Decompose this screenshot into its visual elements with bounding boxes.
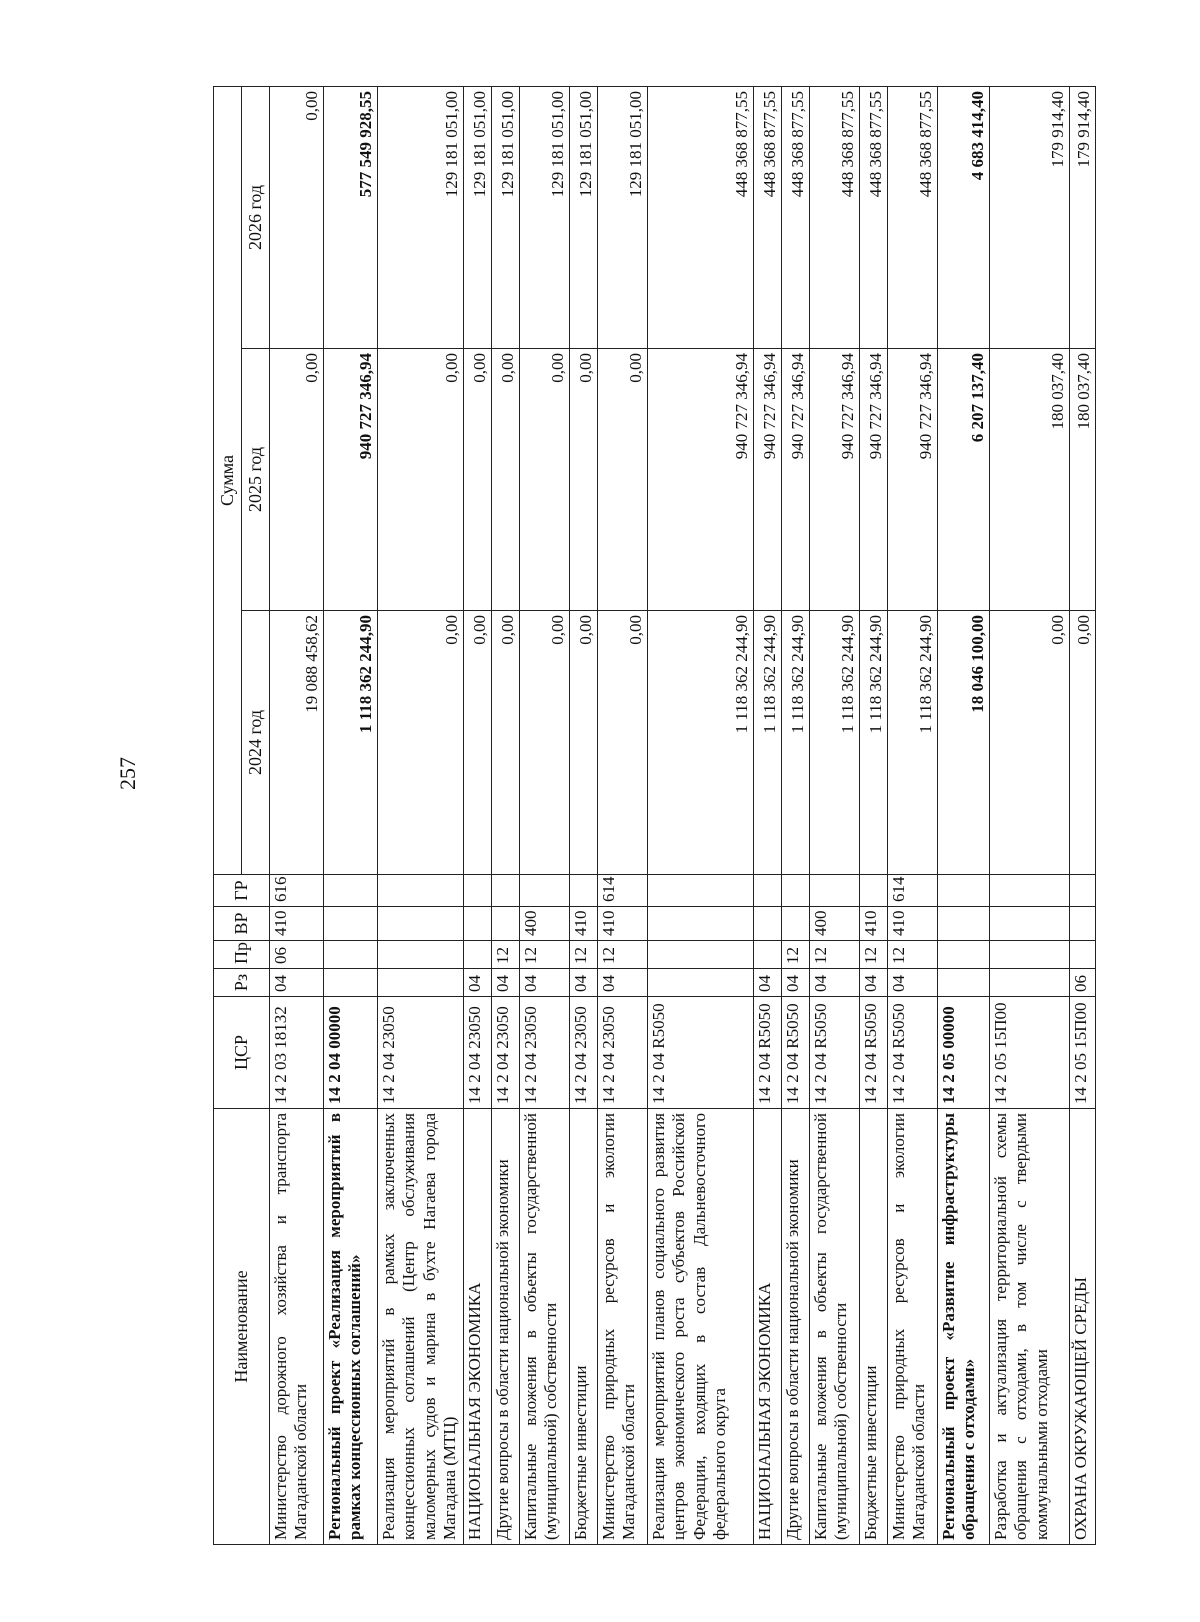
cell-2025: 0,00 [570, 349, 598, 611]
cell-2026: 577 549 928,55 [324, 86, 378, 348]
table-row [990, 86, 1070, 1544]
cell-gr [860, 875, 888, 907]
cell-csr: 14 2 04 23050 [570, 997, 598, 1109]
cell-vr [754, 907, 782, 941]
cell-rz: 04 [810, 969, 860, 997]
rotated-table-wrapper [213, 87, 1093, 1545]
cell-2024: 1 118 362 244,90 [324, 611, 378, 875]
cell-2025: 940 727 346,94 [782, 349, 810, 611]
cell-gr [990, 875, 1070, 907]
cell-pr: 12 [888, 941, 938, 969]
cell-2025: 0,00 [270, 349, 324, 611]
cell-2024: 1 118 362 244,90 [648, 611, 754, 875]
cell-pr: 12 [570, 941, 598, 969]
cell-vr [990, 907, 1070, 941]
cell-gr [1070, 875, 1096, 907]
cell-name: НАЦИОНАЛЬНАЯ ЭКОНОМИКА [464, 1109, 492, 1545]
cell-csr: 14 2 05 15П00 [990, 997, 1070, 1109]
cell-rz: 04 [782, 969, 810, 997]
cell-2025: 6 207 137,40 [938, 349, 990, 611]
cell-gr [492, 875, 520, 907]
cell-gr: 614 [888, 875, 938, 907]
table-row [1070, 86, 1096, 1544]
cell-2024: 1 118 362 244,90 [810, 611, 860, 875]
cell-rz: 06 [1070, 969, 1096, 997]
header-2024: 2024 год [242, 611, 270, 875]
cell-csr: 14 2 04 R5050 [810, 997, 860, 1109]
cell-vr [648, 907, 754, 941]
cell-gr [782, 875, 810, 907]
cell-2025: 180 037,40 [1070, 349, 1096, 611]
header-name: Наименование [214, 1109, 270, 1545]
budget-table [213, 86, 1096, 1545]
cell-2024: 19 088 458,62 [270, 611, 324, 875]
cell-vr: 410 [598, 907, 648, 941]
cell-pr [938, 941, 990, 969]
table-row [464, 86, 492, 1544]
cell-csr: 14 2 04 R5050 [860, 997, 888, 1109]
cell-csr: 14 2 04 23050 [492, 997, 520, 1109]
cell-name: Другие вопросы в области национальной экономики [782, 1109, 810, 1545]
cell-name: Реализация мероприятий планов социального развития центров экономического роста субъектов Российской Федерации, входящих в состав Дальневосточного федерального округа [648, 1109, 754, 1545]
cell-csr: 14 2 05 00000 [938, 997, 990, 1109]
cell-csr: 14 2 04 R5050 [888, 997, 938, 1109]
cell-vr: 400 [810, 907, 860, 941]
cell-csr: 14 2 03 18132 [270, 997, 324, 1109]
cell-2026: 448 368 877,55 [888, 86, 938, 348]
cell-pr [990, 941, 1070, 969]
cell-2024: 0,00 [990, 611, 1070, 875]
cell-csr: 14 2 04 23050 [520, 997, 570, 1109]
header-rz: Рз [214, 969, 270, 997]
cell-vr [324, 907, 378, 941]
cell-name: Бюджетные инвестиции [860, 1109, 888, 1545]
cell-2026: 129 181 051,00 [598, 86, 648, 348]
cell-gr: 616 [270, 875, 324, 907]
table-row [782, 86, 810, 1544]
table-row [378, 86, 464, 1544]
cell-2026: 448 368 877,55 [860, 86, 888, 348]
cell-rz: 04 [598, 969, 648, 997]
cell-vr: 410 [888, 907, 938, 941]
cell-csr: 14 2 04 00000 [324, 997, 378, 1109]
cell-pr: 06 [270, 941, 324, 969]
header-gr: ГР [214, 875, 270, 907]
cell-gr [810, 875, 860, 907]
cell-pr [1070, 941, 1096, 969]
table-row [860, 86, 888, 1544]
cell-csr: 14 2 04 R5050 [754, 997, 782, 1109]
cell-2026: 129 181 051,00 [492, 86, 520, 348]
cell-2025: 0,00 [520, 349, 570, 611]
cell-name: Региональный проект «Развитие инфраструктуры обращения с отходами» [938, 1109, 990, 1545]
cell-2025: 940 727 346,94 [860, 349, 888, 611]
cell-name: Министерство природных ресурсов и экологии Магаданской области [598, 1109, 648, 1545]
cell-rz: 04 [888, 969, 938, 997]
cell-2025: 940 727 346,94 [810, 349, 860, 611]
cell-gr [754, 875, 782, 907]
cell-2024: 0,00 [598, 611, 648, 875]
cell-2026: 448 368 877,55 [782, 86, 810, 348]
cell-vr [464, 907, 492, 941]
cell-2024: 1 118 362 244,90 [860, 611, 888, 875]
cell-2025: 940 727 346,94 [888, 349, 938, 611]
cell-gr [938, 875, 990, 907]
header-sum: Сумма [214, 86, 242, 874]
table-row [648, 86, 754, 1544]
table-row [810, 86, 860, 1544]
cell-vr [938, 907, 990, 941]
cell-2025: 0,00 [378, 349, 464, 611]
cell-2025: 0,00 [492, 349, 520, 611]
cell-rz: 04 [270, 969, 324, 997]
cell-vr: 410 [570, 907, 598, 941]
cell-pr [648, 941, 754, 969]
cell-2026: 448 368 877,55 [648, 86, 754, 348]
cell-2026: 0,00 [270, 86, 324, 348]
cell-2026: 129 181 051,00 [464, 86, 492, 348]
cell-2026: 129 181 051,00 [520, 86, 570, 348]
cell-vr [492, 907, 520, 941]
cell-2024: 1 118 362 244,90 [754, 611, 782, 875]
cell-csr: 14 2 05 15П00 [1070, 997, 1096, 1109]
cell-pr: 12 [782, 941, 810, 969]
cell-rz: 04 [860, 969, 888, 997]
cell-rz [990, 969, 1070, 997]
cell-gr [570, 875, 598, 907]
cell-2026: 4 683 414,40 [938, 86, 990, 348]
cell-2025: 180 037,40 [990, 349, 1070, 611]
cell-2024: 0,00 [1070, 611, 1096, 875]
cell-rz: 04 [464, 969, 492, 997]
cell-pr: 12 [520, 941, 570, 969]
cell-name: Министерство дорожного хозяйства и транспорта Магаданской области [270, 1109, 324, 1545]
cell-pr [324, 941, 378, 969]
cell-vr [782, 907, 810, 941]
header-2025: 2025 год [242, 349, 270, 611]
cell-2025: 940 727 346,94 [754, 349, 782, 611]
cell-2026: 129 181 051,00 [378, 86, 464, 348]
cell-name: Бюджетные инвестиции [570, 1109, 598, 1545]
cell-vr: 410 [270, 907, 324, 941]
cell-2025: 0,00 [598, 349, 648, 611]
table-row [270, 86, 324, 1544]
header-csr: ЦСР [214, 997, 270, 1109]
cell-gr [324, 875, 378, 907]
cell-pr [378, 941, 464, 969]
table-row [570, 86, 598, 1544]
cell-rz [378, 969, 464, 997]
page-number: 257 [115, 757, 140, 790]
cell-name: Региональный проект «Реализация мероприятий в рамках концессионных соглашений» [324, 1109, 378, 1545]
cell-csr: 14 2 04 R5050 [782, 997, 810, 1109]
cell-rz: 04 [492, 969, 520, 997]
table-row [754, 86, 782, 1544]
cell-gr: 614 [598, 875, 648, 907]
cell-vr: 410 [860, 907, 888, 941]
cell-name: Капитальные вложения в объекты государственной (муниципальной) собственности [810, 1109, 860, 1545]
table-row [492, 86, 520, 1544]
cell-2024: 1 118 362 244,90 [888, 611, 938, 875]
table-body [270, 86, 1096, 1544]
table-row [324, 86, 378, 1544]
cell-csr: 14 2 04 23050 [378, 997, 464, 1109]
cell-gr [464, 875, 492, 907]
cell-gr [520, 875, 570, 907]
cell-gr [648, 875, 754, 907]
cell-pr [464, 941, 492, 969]
cell-2026: 448 368 877,55 [754, 86, 782, 348]
cell-2024: 0,00 [520, 611, 570, 875]
cell-2024: 0,00 [570, 611, 598, 875]
cell-csr: 14 2 04 23050 [598, 997, 648, 1109]
cell-name: Министерство природных ресурсов и экологии Магаданской области [888, 1109, 938, 1545]
cell-2025: 940 727 346,94 [648, 349, 754, 611]
cell-pr: 12 [492, 941, 520, 969]
table-row [520, 86, 570, 1544]
cell-gr [378, 875, 464, 907]
cell-pr [754, 941, 782, 969]
cell-2026: 129 181 051,00 [570, 86, 598, 348]
cell-name: Другие вопросы в области национальной экономики [492, 1109, 520, 1545]
cell-rz: 04 [754, 969, 782, 997]
table-header [214, 86, 270, 1544]
cell-name: Разработка и актуализация территориальной схемы обращения с отходами, в том числе с твердыми коммунальными отходами [990, 1109, 1070, 1545]
cell-pr: 12 [810, 941, 860, 969]
table-row [598, 86, 648, 1544]
cell-rz [324, 969, 378, 997]
cell-2024: 0,00 [464, 611, 492, 875]
cell-name: ОХРАНА ОКРУЖАЮЩЕЙ СРЕДЫ [1070, 1109, 1096, 1545]
table-row [938, 86, 990, 1544]
cell-csr: 14 2 04 R5050 [648, 997, 754, 1109]
cell-pr: 12 [598, 941, 648, 969]
cell-2024: 1 118 362 244,90 [782, 611, 810, 875]
cell-rz [648, 969, 754, 997]
cell-rz: 04 [570, 969, 598, 997]
cell-name: Капитальные вложения в объекты государственной (муниципальной) собственности [520, 1109, 570, 1545]
cell-2024: 0,00 [378, 611, 464, 875]
header-pr: Пр [214, 941, 270, 969]
cell-vr: 400 [520, 907, 570, 941]
cell-vr [1070, 907, 1096, 941]
cell-name: Реализация мероприятий в рамках заключенных концессионных соглашений (Центр обслуживания маломерных судов и марина в бухте Нагаева города Магадана (МТЦ) [378, 1109, 464, 1545]
header-vr: ВР [214, 907, 270, 941]
cell-2024: 0,00 [492, 611, 520, 875]
cell-2024: 18 046 100,00 [938, 611, 990, 875]
header-2026: 2026 год [242, 86, 270, 348]
cell-2026: 179 914,40 [990, 86, 1070, 348]
cell-rz: 04 [520, 969, 570, 997]
cell-2025: 940 727 346,94 [324, 349, 378, 611]
cell-2026: 448 368 877,55 [810, 86, 860, 348]
cell-rz [938, 969, 990, 997]
table-row [888, 86, 938, 1544]
cell-name: НАЦИОНАЛЬНАЯ ЭКОНОМИКА [754, 1109, 782, 1545]
cell-2026: 179 914,40 [1070, 86, 1096, 348]
cell-pr: 12 [860, 941, 888, 969]
cell-vr [378, 907, 464, 941]
cell-2025: 0,00 [464, 349, 492, 611]
cell-csr: 14 2 04 23050 [464, 997, 492, 1109]
